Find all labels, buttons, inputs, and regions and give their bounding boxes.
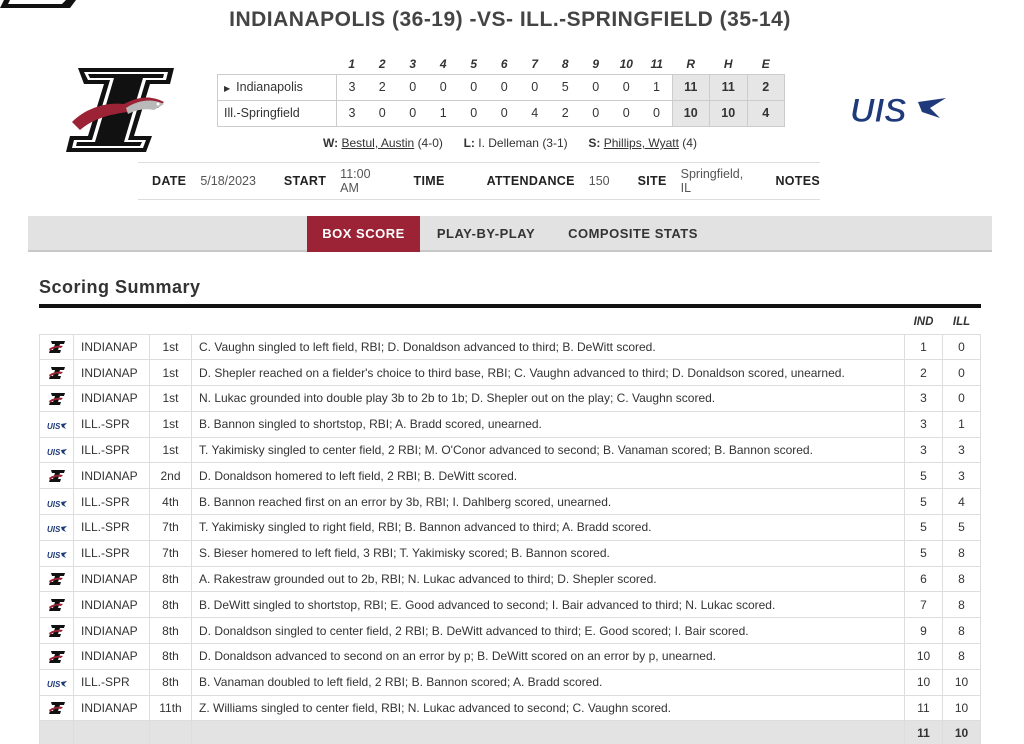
linescore-inning-runs: 1	[642, 74, 673, 100]
total-ind-score: 11	[905, 721, 943, 744]
scoring-ill-score: 10	[943, 695, 981, 721]
saving-pitcher-record: (4)	[682, 136, 697, 150]
scoring-ind-score: 7	[905, 592, 943, 618]
scoring-team: INDIANAP	[74, 644, 150, 670]
scoring-description: D. Donaldson advanced to second on an error by p; B. DeWitt scored on an error by p, unearned.	[192, 644, 905, 670]
tab-box-score[interactable]: BOX SCORE	[307, 216, 420, 252]
scoring-description: B. Vanaman doubled to left field, 2 RBI; B. Bannon scored; A. Bradd scored.	[192, 669, 905, 695]
scoring-inning: 1st	[150, 437, 192, 463]
svg-text:UIS: UIS	[46, 551, 60, 561]
linescore-inning-runs: 4	[520, 100, 551, 126]
losing-pitcher-record: (3-1)	[542, 136, 568, 150]
indianapolis-logo-icon	[48, 624, 66, 638]
linescore-inning-runs: 0	[642, 100, 673, 126]
team-icon-cell	[40, 540, 74, 566]
scoring-team: ILL.-SPR	[74, 540, 150, 566]
scoring-ill-score: 8	[943, 540, 981, 566]
scoring-description: B. Bannon singled to shortstop, RBI; A. Bradd scored, unearned.	[192, 411, 905, 437]
scoring-team: INDIANAP	[74, 360, 150, 386]
empty-cell	[192, 721, 905, 744]
empty-cell	[74, 721, 150, 744]
stats-tab-bar	[28, 216, 992, 252]
scoring-ind-score: 2	[905, 360, 943, 386]
scoring-description: D. Donaldson singled to center field, 2 RBI; B. DeWitt advanced to third; E. Good scored; I. Bair scored.	[192, 618, 905, 644]
scoring-inning: 8th	[150, 592, 192, 618]
scoring-description: C. Vaughn singled to left field, RBI; D. Donaldson advanced to third; B. DeWitt scored.	[192, 334, 905, 360]
scoring-play-row	[40, 386, 981, 412]
scoring-ind-score: 5	[905, 540, 943, 566]
linescore-inning-runs: 0	[459, 100, 490, 126]
linescore-inning-runs: 3	[337, 100, 368, 126]
scoring-play-row	[40, 566, 981, 592]
scoring-play-row	[40, 360, 981, 386]
linescore-col-header: 7	[531, 56, 539, 71]
svg-text:UIS: UIS	[46, 525, 60, 535]
indianapolis-logo-icon	[48, 701, 66, 715]
scoring-play-row	[40, 695, 981, 721]
scoring-inning: 11th	[150, 695, 192, 721]
scoring-summary-table	[39, 310, 981, 744]
indianapolis-logo-icon	[48, 572, 66, 586]
linescore-team-name: Ill.-Springfield	[224, 106, 300, 120]
indianapolis-logo-icon	[48, 598, 66, 612]
linescore-row	[218, 74, 785, 100]
linescore-inning-runs: 0	[428, 74, 459, 100]
team-icon-cell	[40, 360, 74, 386]
linescore-inning-runs: 0	[489, 100, 520, 126]
scoring-play-row	[40, 540, 981, 566]
empty-cell	[40, 721, 74, 744]
linescore-team-name: Indianapolis	[236, 80, 303, 94]
team-icon-cell	[40, 566, 74, 592]
scoring-team: INDIANAP	[74, 566, 150, 592]
scoring-description: N. Lukac grounded into double play 3b to 2b to 1b; D. Shepler out on the play; C. Vaughn scored.	[192, 386, 905, 412]
linescore-col-header: 2	[378, 56, 386, 71]
scoring-inning: 1st	[150, 334, 192, 360]
scoring-team: ILL.-SPR	[74, 515, 150, 541]
linescore-inning-runs: 0	[611, 100, 642, 126]
linescore-inning-runs: 0	[611, 74, 642, 100]
time-label: TIME	[413, 174, 445, 188]
scoring-ill-score: 1	[943, 411, 981, 437]
uis-logo-icon	[848, 88, 948, 132]
team-icon-cell	[40, 411, 74, 437]
scoring-inning: 1st	[150, 411, 192, 437]
uis-logo-icon	[47, 549, 67, 559]
indianapolis-logo-icon	[48, 392, 66, 406]
save-label: S:	[588, 136, 601, 150]
scoring-play-row	[40, 334, 981, 360]
scoring-ind-score: 5	[905, 463, 943, 489]
linescore-total-e: 4	[747, 100, 785, 126]
section-divider	[39, 304, 981, 308]
scoring-ill-score: 10	[943, 669, 981, 695]
scoring-team: INDIANAP	[74, 334, 150, 360]
scoring-description: S. Bieser homered to left field, 3 RBI; T. Yakimisky scored; B. Bannon scored.	[192, 540, 905, 566]
losing-pitcher-name: I. Delleman	[478, 136, 539, 150]
scoring-ill-score: 0	[943, 360, 981, 386]
uis-logo-icon	[47, 498, 67, 508]
linescore-col-header: 4	[439, 56, 447, 71]
linescore-inning-runs: 0	[398, 74, 429, 100]
svg-text:UIS: UIS	[850, 92, 907, 130]
scoring-ill-score: 8	[943, 592, 981, 618]
linescore-team-header	[218, 54, 337, 74]
linescore-inning-runs: 2	[367, 74, 398, 100]
linescore-inning-runs: 0	[367, 100, 398, 126]
scoring-team: ILL.-SPR	[74, 489, 150, 515]
indianapolis-logo-icon	[48, 340, 66, 354]
site-label: SITE	[637, 174, 667, 188]
scoring-ind-score: 9	[905, 618, 943, 644]
winning-pitcher-record: (4-0)	[417, 136, 443, 150]
linescore-col-header: 6	[500, 56, 508, 71]
start-label: START	[283, 174, 327, 188]
linescore-inning-runs: 3	[337, 74, 368, 100]
linescore-col-header: H	[723, 56, 733, 71]
scoring-ind-score: 5	[905, 489, 943, 515]
scoring-inning: 1st	[150, 360, 192, 386]
scoring-ind-score: 3	[905, 386, 943, 412]
linescore-team-cell	[218, 100, 337, 126]
win-label: W:	[323, 136, 339, 150]
svg-text:UIS: UIS	[46, 680, 60, 690]
team-icon-cell	[40, 386, 74, 412]
scoring-team: ILL.-SPR	[74, 437, 150, 463]
indianapolis-logo-icon	[48, 469, 66, 483]
scoring-inning: 7th	[150, 515, 192, 541]
notes-label: NOTES	[775, 174, 820, 188]
loss-label: L:	[463, 136, 475, 150]
linescore-col-header: 3	[409, 56, 417, 71]
uis-logo-icon	[47, 446, 67, 456]
scoring-ind-score: 11	[905, 695, 943, 721]
uis-logo-icon	[47, 420, 67, 430]
linescore-team-cell	[218, 74, 337, 100]
attendance-value: 150	[588, 174, 610, 188]
scoring-team: ILL.-SPR	[74, 411, 150, 437]
scoring-ill-score: 4	[943, 489, 981, 515]
date-value: 5/18/2023	[200, 174, 256, 188]
scoring-ill-score: 8	[943, 644, 981, 670]
scoring-ind-score: 6	[905, 566, 943, 592]
scoring-ind-score: 5	[905, 515, 943, 541]
linescore-inning-runs: 0	[581, 74, 612, 100]
scoring-team: INDIANAP	[74, 386, 150, 412]
uis-logo-icon	[47, 678, 67, 688]
total-ill-score: 10	[943, 721, 981, 744]
team-icon-cell	[40, 463, 74, 489]
game-info-row	[138, 162, 820, 200]
scoring-ill-score: 3	[943, 437, 981, 463]
scoring-description: B. DeWitt singled to shortstop, RBI; E. Good advanced to second; I. Bair advanced to third; N. Lukac scored.	[192, 592, 905, 618]
start-value: 11:00 AM	[340, 167, 371, 195]
scoring-description: D. Shepler reached on a fielder's choice to third base, RBI; C. Vaughn advanced to third; D. Donaldson scored, unearned.	[192, 360, 905, 386]
linescore-col-header: E	[761, 56, 770, 71]
scoring-play-row	[40, 592, 981, 618]
empty-cell	[150, 721, 192, 744]
team-icon-cell	[40, 592, 74, 618]
ill-column-header: ILL	[952, 315, 971, 328]
scoring-play-row	[40, 489, 981, 515]
date-label: DATE	[152, 174, 187, 188]
team-icon-cell	[40, 334, 74, 360]
scoring-description: A. Rakestraw grounded out to 2b, RBI; N. Lukac advanced to third; D. Shepler scored.	[192, 566, 905, 592]
linescore-total-r: 11	[672, 74, 710, 100]
scoring-play-row	[40, 669, 981, 695]
saving-pitcher-link[interactable]: Phillips, Wyatt	[603, 136, 679, 150]
team-icon-cell	[40, 644, 74, 670]
scoring-ind-score: 10	[905, 644, 943, 670]
linescore-total-h: 11	[710, 74, 748, 100]
linescore-inning-runs: 0	[581, 100, 612, 126]
linescore-col-header: 11	[650, 56, 663, 71]
linescore-inning-runs: 5	[550, 74, 581, 100]
linescore-inning-runs: 2	[550, 100, 581, 126]
scoring-team: INDIANAP	[74, 463, 150, 489]
scoring-ill-score: 3	[943, 463, 981, 489]
scoring-description: D. Donaldson homered to left field, 2 RBI; B. DeWitt scored.	[192, 463, 905, 489]
linescore-table	[217, 54, 785, 127]
scoring-ind-score: 10	[905, 669, 943, 695]
linescore-col-header: 1	[348, 56, 356, 71]
indianapolis-logo-icon	[48, 366, 66, 380]
linescore-inning-runs: 0	[489, 74, 520, 100]
svg-text:UIS: UIS	[46, 422, 60, 432]
scoring-ill-score: 5	[943, 515, 981, 541]
scoring-inning: 2nd	[150, 463, 192, 489]
scoring-inning: 8th	[150, 669, 192, 695]
scoring-description: B. Bannon reached first on an error by 3b, RBI; I. Dahlberg scored, unearned.	[192, 489, 905, 515]
tab-composite-stats[interactable]: COMPOSITE STATS	[568, 226, 698, 241]
scoring-team: ILL.-SPR	[74, 669, 150, 695]
linescore-total-e: 2	[747, 74, 785, 100]
linescore-total-h: 10	[710, 100, 748, 126]
linescore-inning-runs: 0	[459, 74, 490, 100]
scoring-ind-score: 3	[905, 411, 943, 437]
linescore-col-header: R	[686, 56, 696, 71]
scoring-description: T. Yakimisky singled to center field, 2 RBI; M. O'Conor advanced to second; B. Vanaman scored; B. Bannon scored.	[192, 437, 905, 463]
game-title: INDIANAPOLIS (36-19) -VS- ILL.-SPRINGFIELD (35-14)	[229, 8, 791, 31]
scoring-ill-score: 8	[943, 566, 981, 592]
team-icon-cell	[40, 618, 74, 644]
scoring-play-row	[40, 437, 981, 463]
team-icon-cell	[40, 489, 74, 515]
scoring-play-row	[40, 463, 981, 489]
uis-logo-icon	[47, 523, 67, 533]
linescore-col-header: 9	[592, 56, 600, 71]
scoring-ill-score: 0	[943, 386, 981, 412]
scoring-inning: 7th	[150, 540, 192, 566]
scoring-description: Z. Williams singled to center field, RBI; N. Lukac advanced to second; C. Vaughn scored.	[192, 695, 905, 721]
scoring-description: T. Yakimisky singled to right field, RBI; B. Bannon advanced to third; A. Bradd scored.	[192, 515, 905, 541]
scoring-ind-score: 1	[905, 334, 943, 360]
scoring-ill-score: 0	[943, 334, 981, 360]
team-icon-cell	[40, 437, 74, 463]
scoring-inning: 4th	[150, 489, 192, 515]
attendance-label: ATTENDANCE	[486, 174, 575, 188]
caret-right-icon: ▶	[224, 84, 231, 93]
tab-play-by-play[interactable]: PLAY-BY-PLAY	[436, 226, 536, 241]
scoring-inning: 1st	[150, 386, 192, 412]
winning-pitcher-link[interactable]: Bestul, Austin	[341, 136, 415, 150]
scoring-team: INDIANAP	[74, 592, 150, 618]
scoring-inning: 8th	[150, 644, 192, 670]
team-icon-cell	[40, 695, 74, 721]
scoring-inning: 8th	[150, 618, 192, 644]
team-icon-cell	[40, 669, 74, 695]
scoring-play-row	[40, 411, 981, 437]
scoring-team: INDIANAP	[74, 695, 150, 721]
pitching-decisions	[0, 136, 1020, 150]
scoring-ill-score: 8	[943, 618, 981, 644]
scoring-team: INDIANAP	[74, 618, 150, 644]
scoring-play-row	[40, 515, 981, 541]
scoring-total-row	[40, 721, 981, 744]
scoring-play-row	[40, 618, 981, 644]
scoring-inning: 8th	[150, 566, 192, 592]
svg-text:UIS: UIS	[46, 499, 60, 509]
svg-text:UIS: UIS	[46, 447, 60, 457]
linescore-col-header: 10	[619, 56, 633, 71]
scoring-play-row	[40, 644, 981, 670]
ind-column-header: IND	[913, 315, 934, 328]
linescore-row	[218, 100, 785, 126]
linescore-inning-runs: 1	[428, 100, 459, 126]
scoring-summary-title: Scoring Summary	[39, 277, 201, 297]
linescore-inning-runs: 0	[520, 74, 551, 100]
linescore-total-r: 10	[672, 100, 710, 126]
linescore-col-header: 5	[470, 56, 478, 71]
site-value: Springfield, IL	[680, 167, 744, 195]
indianapolis-logo-icon	[48, 650, 66, 664]
team-icon-cell	[40, 515, 74, 541]
linescore-inning-runs: 0	[398, 100, 429, 126]
scoring-ind-score: 3	[905, 437, 943, 463]
linescore-col-header: 8	[561, 56, 569, 71]
